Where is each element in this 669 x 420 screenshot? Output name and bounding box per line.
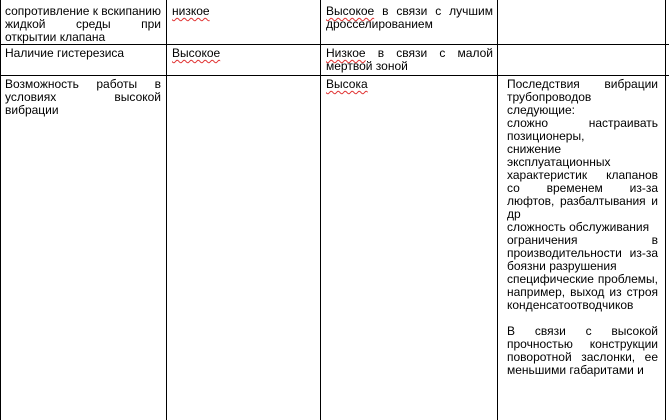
table-cell-value <box>326 5 493 31</box>
notes-paragraph: ограничения в производительности из-за боязни разрушения <box>507 233 658 273</box>
spellcheck-word: Высокое <box>326 4 375 18</box>
column-divider-1 <box>166 0 167 420</box>
notes-paragraph: В связи с высокой прочностью конструкции поворотной заслонки, ее меньшими габаритами и <box>507 324 658 377</box>
table-cell-value <box>326 47 493 73</box>
table-border-right <box>665 0 666 420</box>
notes-paragraph: Последствия вибрации трубопроводов следующие: <box>507 77 658 117</box>
spellcheck-word: Низкое <box>326 46 366 60</box>
table-cell-value <box>172 5 317 18</box>
table-cell-value <box>172 47 317 60</box>
cell-text: в связи с лучшим дросселированием <box>326 4 493 31</box>
table-cell-criterion: Наличие гистерезиса <box>5 46 125 60</box>
notes-paragraph: снижение эксплуатационных характеристик клапанов со временем из-за люфтов, разбалтывания и др <box>507 142 658 221</box>
table-border-left <box>0 0 1 420</box>
notes-paragraph: сложно настраивать позиционеры, <box>507 116 658 143</box>
cell-text: в связи с малой мертвой зоной <box>326 46 493 73</box>
table-cell-notes <box>507 78 658 377</box>
row-divider-2 <box>0 75 669 76</box>
spellcheck-word: низкое <box>172 4 210 18</box>
column-divider-2 <box>320 0 321 420</box>
row-divider-1 <box>0 44 669 45</box>
spellcheck-word: Высокое <box>172 46 221 60</box>
column-divider-3 <box>497 0 498 420</box>
notes-paragraph: специфические проблемы, например, выход из строя конденсатоотводчиков <box>507 272 658 312</box>
table-cell-criterion: Возможность работы в условиях высокой вибрации <box>5 77 161 117</box>
table-cell-criterion: сопротивление к вскипанию жидкой среды при открытии клапана <box>5 4 161 44</box>
spellcheck-word: Высока <box>326 77 368 91</box>
table-cell-value <box>326 78 493 91</box>
notes-paragraph: сложность обслуживания <box>507 220 650 234</box>
